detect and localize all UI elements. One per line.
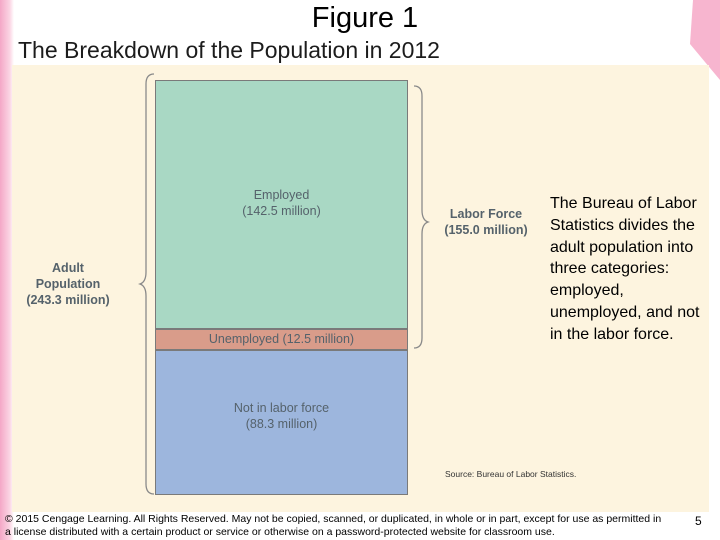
slide-title: Figure 1 [311,2,419,34]
employed-label [156,187,407,219]
adult-population-label-line1: Adult [52,261,84,275]
unemployed-segment [155,329,408,350]
page-number: 5 [695,514,702,528]
figure-source: Source: Bureau of Labor Statistics. [445,469,577,479]
labor-force-label-title: Labor Force [449,207,523,221]
adult-population-label [20,260,116,308]
not-in-labor-force-label-title: Not in labor force [233,401,330,415]
not-in-labor-force-segment [155,350,408,495]
labor-force-label-value: (155.0 million) [444,223,528,237]
labor-force-bracket [412,84,430,354]
not-in-labor-force-label [156,400,407,432]
adult-population-label-line2: Population [35,277,101,291]
labor-force-label [440,206,532,238]
employed-label-value: (142.5 million) [242,204,321,218]
unemployed-label: Unemployed (12.5 million) [208,332,355,346]
figure-description: The Bureau of Labor Statistics divides the adult population into three categories: employed, unemployed, and not in the labor force. [550,195,700,343]
adult-population-bracket [138,72,156,497]
copyright-notice: © 2015 Cengage Learning. All Rights Reserved. May not be copied, scanned, or duplicated, in whole or in part, except for use as permitted in a license distributed with a certain product or service or otherwise on a password-protected website for classroom use. [5,513,662,538]
employed-label-title: Employed [253,188,310,202]
employed-segment [155,80,408,329]
not-in-labor-force-label-value: (88.3 million) [245,417,318,431]
slide-subtitle: The Breakdown of the Population in 2012 [18,37,440,63]
adult-population-label-value: (243.3 million) [26,293,110,307]
